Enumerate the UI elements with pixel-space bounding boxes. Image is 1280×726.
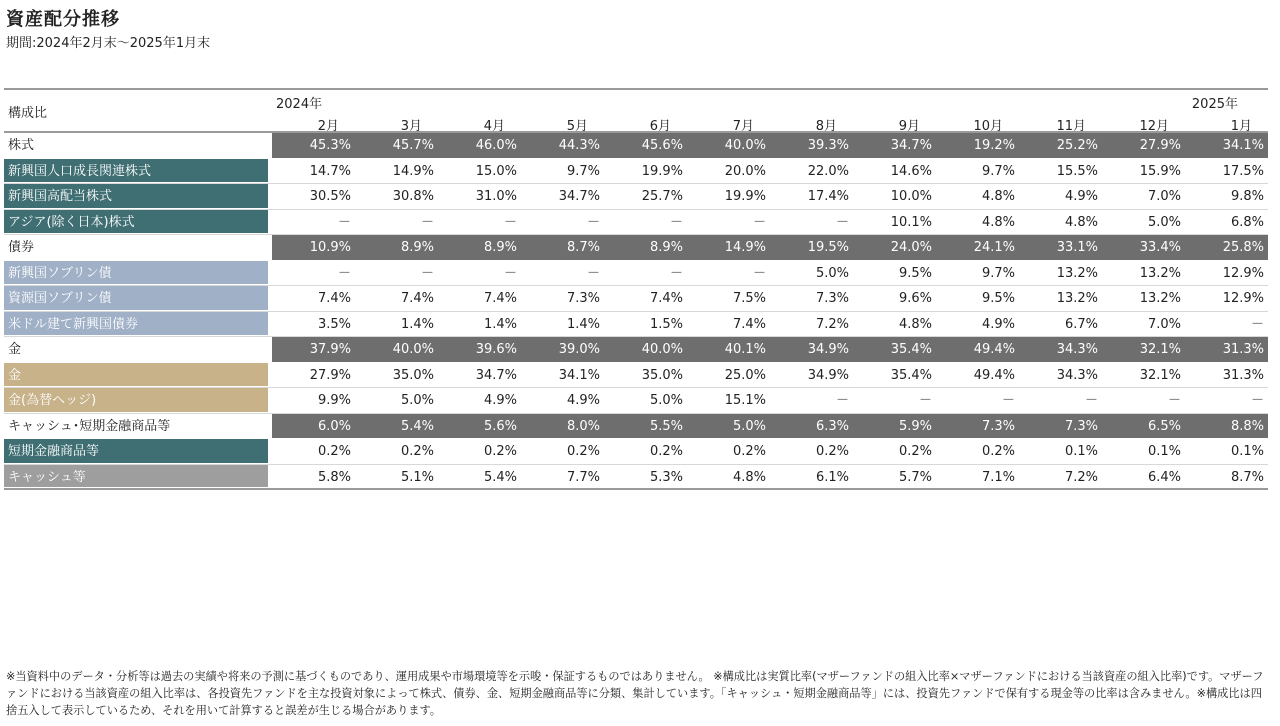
- value-cell: 0.2%: [898, 444, 932, 459]
- row-values: [272, 286, 1268, 311]
- value-cell: 34.9%: [807, 367, 849, 383]
- value-cell: 0.2%: [483, 444, 517, 459]
- value-cell: 4.8%: [981, 189, 1015, 204]
- value-cell: 7.4%: [400, 291, 434, 306]
- value-cell: 8.7%: [1230, 469, 1264, 485]
- value-cell: 0.2%: [815, 444, 849, 459]
- category-row: [4, 414, 1268, 440]
- header-label: 構成比: [8, 106, 48, 121]
- row-label: アジア(除く日本)株式: [4, 210, 268, 235]
- row-label: 債券: [8, 240, 35, 255]
- value-cell: 5.0%: [732, 418, 766, 434]
- row-label: 短期金融商品等: [4, 439, 268, 464]
- value-cell: 40.0%: [641, 342, 683, 357]
- value-cell: 0.2%: [317, 444, 351, 459]
- value-cell: －: [835, 214, 849, 230]
- value-cell: 0.2%: [732, 444, 766, 459]
- value-cell: 7.1%: [981, 469, 1015, 485]
- value-cell: 39.3%: [807, 138, 849, 153]
- value-cell: －: [337, 214, 351, 230]
- value-cell: 34.9%: [807, 342, 849, 357]
- value-cell: 0.1%: [1064, 444, 1098, 459]
- value-cell: 34.1%: [558, 367, 600, 383]
- value-cell: 5.0%: [649, 393, 683, 408]
- value-cell: －: [669, 265, 683, 281]
- value-cell: 20.0%: [724, 163, 766, 179]
- value-cell: 35.0%: [392, 367, 434, 383]
- row-label: 株式: [8, 138, 35, 153]
- value-cell: 4.8%: [732, 469, 766, 485]
- value-cell: 25.8%: [1222, 240, 1264, 255]
- value-cell: 25.7%: [641, 189, 683, 204]
- value-cell: 10.0%: [890, 189, 932, 204]
- value-cell: 4.8%: [898, 316, 932, 332]
- value-cell: 5.0%: [400, 393, 434, 408]
- value-cell: －: [835, 393, 849, 408]
- month-header: 6月: [649, 119, 671, 134]
- row-values: [272, 159, 1268, 184]
- value-cell: 6.3%: [815, 418, 849, 434]
- value-cell: 14.7%: [309, 163, 351, 179]
- value-cell: 5.9%: [898, 418, 932, 434]
- value-cell: 7.2%: [1064, 469, 1098, 485]
- table-row: [4, 388, 1268, 414]
- value-cell: 46.0%: [475, 138, 517, 153]
- table-body: [4, 133, 1268, 490]
- table-row: [4, 312, 1268, 338]
- value-cell: 34.7%: [475, 367, 517, 383]
- value-cell: －: [752, 265, 766, 281]
- value-cell: 4.9%: [483, 393, 517, 408]
- value-cell: 19.9%: [724, 189, 766, 204]
- period-label: 期間:2024年2月末～2025年1月末: [6, 36, 211, 51]
- value-cell: 13.2%: [1056, 265, 1098, 281]
- value-cell: 0.1%: [1147, 444, 1181, 459]
- value-cell: 7.4%: [317, 291, 351, 306]
- value-cell: 1.4%: [400, 316, 434, 332]
- month-headers: [272, 115, 1268, 134]
- month-header: 5月: [566, 119, 588, 134]
- value-cell: 33.4%: [1139, 240, 1181, 255]
- value-cell: 40.1%: [724, 342, 766, 357]
- value-cell: 5.5%: [649, 418, 683, 434]
- table-row: [4, 184, 1268, 210]
- value-cell: 34.1%: [1222, 138, 1264, 153]
- value-cell: 5.4%: [400, 418, 434, 434]
- table-row: [4, 286, 1268, 312]
- value-cell: 14.9%: [392, 163, 434, 179]
- value-cell: 5.3%: [649, 469, 683, 485]
- row-values: [272, 414, 1268, 439]
- category-row: [4, 337, 1268, 363]
- value-cell: 1.4%: [566, 316, 600, 332]
- value-cell: －: [918, 393, 932, 408]
- month-header: 10月: [973, 119, 1003, 134]
- value-cell: 14.9%: [724, 240, 766, 255]
- value-cell: 5.0%: [815, 265, 849, 281]
- value-cell: 17.4%: [807, 189, 849, 204]
- value-cell: 7.4%: [483, 291, 517, 306]
- value-cell: 4.8%: [981, 214, 1015, 230]
- value-cell: 27.9%: [1139, 138, 1181, 153]
- value-cell: 5.4%: [483, 469, 517, 485]
- row-values: [272, 312, 1268, 337]
- value-cell: －: [337, 265, 351, 281]
- footnote: ※当資料中のデータ・分析等は過去の実績や将来の予測に基づくものであり、運用成果や市場環境等を示唆・保証するものではありません。 ※構成比は実質比率(マザーファンドの組入比率×マザーファンドにおける当該資産の組入比率)です。マザーファンドにおける当該資産の組入比率は、各投資先ファンドを主な投資対象によって株式、債券、金、短期金融商品等に分類、集計しています。「キャッシュ・短期金融商品等」には、投資先ファンドで保有する現金等の比率は含みません。※構成比は四捨五入して表示しているため、それを用いて計算すると誤差が生じる場合があります。: [6, 670, 1264, 717]
- value-cell: 34.3%: [1056, 367, 1098, 383]
- value-cell: 6.5%: [1147, 418, 1181, 434]
- month-header: 4月: [483, 119, 505, 134]
- value-cell: 44.3%: [558, 138, 600, 153]
- value-cell: －: [420, 265, 434, 281]
- month-header: 1月: [1230, 119, 1252, 134]
- value-cell: 32.1%: [1139, 367, 1181, 383]
- month-header: 12月: [1139, 119, 1169, 134]
- value-cell: 45.3%: [309, 138, 351, 153]
- value-cell: 17.5%: [1222, 163, 1264, 179]
- value-cell: 13.2%: [1056, 291, 1098, 306]
- month-header: 7月: [732, 119, 754, 134]
- value-cell: 8.8%: [1230, 418, 1264, 434]
- row-values: [272, 388, 1268, 413]
- page-title: 資産配分推移: [6, 9, 120, 30]
- value-cell: 37.9%: [309, 342, 351, 357]
- value-cell: 32.1%: [1139, 342, 1181, 357]
- value-cell: 9.5%: [898, 265, 932, 281]
- value-cell: －: [586, 214, 600, 230]
- table-row: [4, 261, 1268, 287]
- value-cell: 7.0%: [1147, 316, 1181, 332]
- value-cell: 15.1%: [724, 393, 766, 408]
- value-cell: 9.7%: [981, 163, 1015, 179]
- row-values: [272, 210, 1268, 235]
- table-row: [4, 465, 1268, 491]
- value-cell: 19.9%: [641, 163, 683, 179]
- value-cell: 19.2%: [973, 138, 1015, 153]
- value-cell: 30.8%: [392, 189, 434, 204]
- value-cell: －: [420, 214, 434, 230]
- value-cell: 1.4%: [483, 316, 517, 332]
- value-cell: 33.1%: [1056, 240, 1098, 255]
- value-cell: 45.7%: [392, 138, 434, 153]
- value-cell: 22.0%: [807, 163, 849, 179]
- value-cell: 7.3%: [1064, 418, 1098, 434]
- row-values: [272, 337, 1268, 362]
- value-cell: 7.3%: [815, 291, 849, 306]
- table-header: [4, 88, 1268, 133]
- row-label: 金(為替ヘッジ): [4, 388, 268, 413]
- value-cell: 9.7%: [981, 265, 1015, 281]
- value-cell: 0.1%: [1230, 444, 1264, 459]
- row-values: [272, 439, 1268, 464]
- value-cell: 0.2%: [649, 444, 683, 459]
- value-cell: 15.5%: [1056, 163, 1098, 179]
- year-end-label: 2025年: [1191, 97, 1238, 112]
- value-cell: 30.5%: [309, 189, 351, 204]
- value-cell: 49.4%: [973, 342, 1015, 357]
- value-cell: －: [1084, 393, 1098, 408]
- value-cell: 15.9%: [1139, 163, 1181, 179]
- value-cell: 5.8%: [317, 469, 351, 485]
- value-cell: 49.4%: [973, 367, 1015, 383]
- value-cell: 9.7%: [566, 163, 600, 179]
- value-cell: －: [1167, 393, 1181, 408]
- table-row: [4, 210, 1268, 236]
- row-values: [272, 133, 1268, 158]
- row-label: 資源国ソブリン債: [4, 286, 268, 311]
- value-cell: 35.0%: [641, 367, 683, 383]
- value-cell: 13.2%: [1139, 291, 1181, 306]
- value-cell: 39.6%: [475, 342, 517, 357]
- value-cell: 24.1%: [973, 240, 1015, 255]
- value-cell: 7.2%: [815, 316, 849, 332]
- value-cell: 5.1%: [400, 469, 434, 485]
- value-cell: 13.2%: [1139, 265, 1181, 281]
- value-cell: 40.0%: [392, 342, 434, 357]
- value-cell: 5.0%: [1147, 214, 1181, 230]
- value-cell: 8.9%: [483, 240, 517, 255]
- month-header: 8月: [815, 119, 837, 134]
- value-cell: 8.9%: [649, 240, 683, 255]
- month-header: 11月: [1056, 119, 1086, 134]
- table-row: [4, 439, 1268, 465]
- value-cell: 31.0%: [475, 189, 517, 204]
- value-cell: 8.7%: [566, 240, 600, 255]
- value-cell: 6.1%: [815, 469, 849, 485]
- value-cell: 6.0%: [317, 418, 351, 434]
- value-cell: 7.0%: [1147, 189, 1181, 204]
- value-cell: 8.9%: [400, 240, 434, 255]
- value-cell: 34.7%: [558, 189, 600, 204]
- value-cell: 12.9%: [1222, 265, 1264, 281]
- value-cell: 1.5%: [649, 316, 683, 332]
- row-label: 新興国ソブリン債: [4, 261, 268, 286]
- value-cell: 7.7%: [566, 469, 600, 485]
- value-cell: 39.0%: [558, 342, 600, 357]
- value-cell: 6.7%: [1064, 316, 1098, 332]
- value-cell: 8.0%: [566, 418, 600, 434]
- row-values: [272, 184, 1268, 209]
- value-cell: 25.0%: [724, 367, 766, 383]
- row-label: 米ドル建て新興国債券: [4, 312, 268, 337]
- value-cell: 34.3%: [1056, 342, 1098, 357]
- value-cell: 5.6%: [483, 418, 517, 434]
- value-cell: 7.3%: [981, 418, 1015, 434]
- value-cell: 24.0%: [890, 240, 932, 255]
- value-cell: 40.0%: [724, 138, 766, 153]
- value-cell: －: [752, 214, 766, 230]
- row-label: キャッシュ等: [4, 465, 268, 489]
- row-values: [272, 363, 1268, 388]
- month-header: 9月: [898, 119, 920, 134]
- value-cell: 15.0%: [475, 163, 517, 179]
- row-label: 金: [8, 342, 22, 357]
- value-cell: 25.2%: [1056, 138, 1098, 153]
- category-row: [4, 235, 1268, 261]
- value-cell: －: [503, 265, 517, 281]
- value-cell: －: [1001, 393, 1015, 408]
- value-cell: 9.9%: [317, 393, 351, 408]
- month-header: 2月: [317, 119, 339, 134]
- value-cell: －: [586, 265, 600, 281]
- value-cell: 19.5%: [807, 240, 849, 255]
- value-cell: 0.2%: [566, 444, 600, 459]
- value-cell: －: [1250, 393, 1264, 408]
- row-label: 新興国人口成長関連株式: [4, 159, 268, 184]
- value-cell: 3.5%: [317, 316, 351, 332]
- value-cell: 9.8%: [1230, 189, 1264, 204]
- row-values: [272, 261, 1268, 286]
- value-cell: 31.3%: [1222, 367, 1264, 383]
- value-cell: －: [503, 214, 517, 230]
- value-cell: 31.3%: [1222, 342, 1264, 357]
- row-values: [272, 235, 1268, 260]
- value-cell: 9.6%: [898, 291, 932, 306]
- value-cell: 10.1%: [890, 214, 932, 230]
- value-cell: 7.4%: [649, 291, 683, 306]
- value-cell: 4.9%: [981, 316, 1015, 332]
- table-row: [4, 363, 1268, 389]
- category-row: [4, 133, 1268, 159]
- value-cell: 0.2%: [981, 444, 1015, 459]
- year-start-label: 2024年: [276, 97, 323, 112]
- value-cell: 14.6%: [890, 163, 932, 179]
- value-cell: 35.4%: [890, 367, 932, 383]
- value-cell: 9.5%: [981, 291, 1015, 306]
- row-label: 金: [4, 363, 268, 388]
- allocation-table: [4, 88, 1268, 490]
- value-cell: 12.9%: [1222, 291, 1264, 306]
- row-label: キャッシュ･短期金融商品等: [8, 418, 171, 434]
- value-cell: －: [1250, 316, 1264, 332]
- value-cell: 0.2%: [400, 444, 434, 459]
- value-cell: 45.6%: [641, 138, 683, 153]
- value-cell: －: [669, 214, 683, 230]
- row-label: 新興国高配当株式: [4, 184, 268, 209]
- month-header: 3月: [400, 119, 422, 134]
- value-cell: 10.9%: [309, 240, 351, 255]
- value-cell: 35.4%: [890, 342, 932, 357]
- value-cell: 5.7%: [898, 469, 932, 485]
- value-cell: 7.5%: [732, 291, 766, 306]
- value-cell: 34.7%: [890, 138, 932, 153]
- value-cell: 6.4%: [1147, 469, 1181, 485]
- value-cell: 4.9%: [566, 393, 600, 408]
- value-cell: 7.4%: [732, 316, 766, 332]
- table-row: [4, 159, 1268, 185]
- row-values: [272, 465, 1268, 489]
- value-cell: 27.9%: [309, 367, 351, 383]
- value-cell: 7.3%: [566, 291, 600, 306]
- value-cell: 6.8%: [1230, 214, 1264, 230]
- value-cell: 4.9%: [1064, 189, 1098, 204]
- value-cell: 4.8%: [1064, 214, 1098, 230]
